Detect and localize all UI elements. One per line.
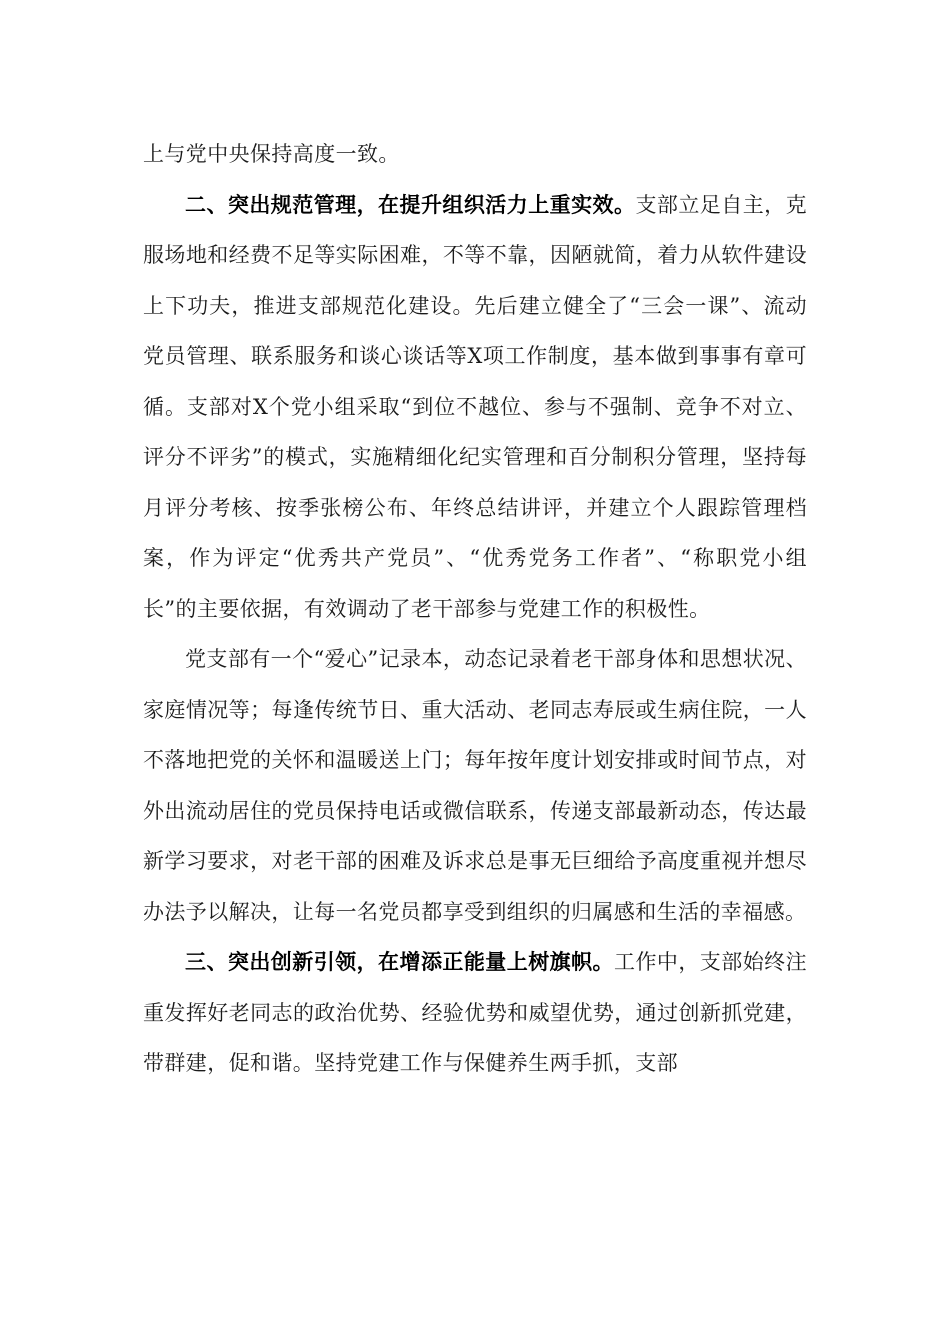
section-heading: 二、突出规范管理，在提升组织活力上重实效。 [185, 192, 636, 217]
paragraph-text: 支部立足自主，克服场地和经费不足等实际困难，不等不靠，因陋就简，着力从软件建设上下功夫，推进支部规范化建设。先后建立健全了“三会一课”、流动党员管理、联系服务和谈心谈话等X项工作制度，基本做到事事有章可循。支部对X个党小组采取“到位不越位、参与不强制、竞争不对立、评分不评劣”的模式，实施精细化纪实管理和百分制积分管理，坚持每月评分考核、按季张榜公布、年终总结讲评，并建立个人跟踪管理档案，作为评定“优秀共产党员”、“优秀党务工作者”、“称职党小组长”的主要依据，有效调动了老干部参与党建工作的积极性。 [143, 192, 808, 621]
paragraph-text: 工作中，支部始终注重发挥好老同志的政治优势、经验优势和威望优势，通过创新抓党建，带群建，促和谐。坚持党建工作与保健养生两手抓，支部 [143, 950, 807, 1075]
paragraph-text: 上与党中央保持高度一致。 [143, 142, 400, 166]
paragraph-love-record [143, 634, 807, 937]
paragraph-text: 党支部有一个“爱心”记录本，动态记录着老干部身体和思想状况、家庭情况等；每逢传统节日、重大活动、老同志寿辰或生病住院，一人不落地把党的关怀和温暖送上门；每年按年度计划安排或时间节点，对外出流动居住的党员保持电话或微信联系，传递支部最新动态，传达最新学习要求，对老干部的困难及诉求总是事无巨细给予高度重视并想尽办法予以解决，让每一名党员都享受到组织的归属感和生活的幸福感。 [143, 647, 807, 924]
document-body [143, 129, 807, 1089]
paragraph-continuation [143, 129, 807, 180]
section-heading: 三、突出创新引领，在增添正能量上树旗帜。 [185, 950, 614, 974]
paragraph-section-three [143, 937, 807, 1089]
paragraph-section-two [143, 180, 807, 635]
